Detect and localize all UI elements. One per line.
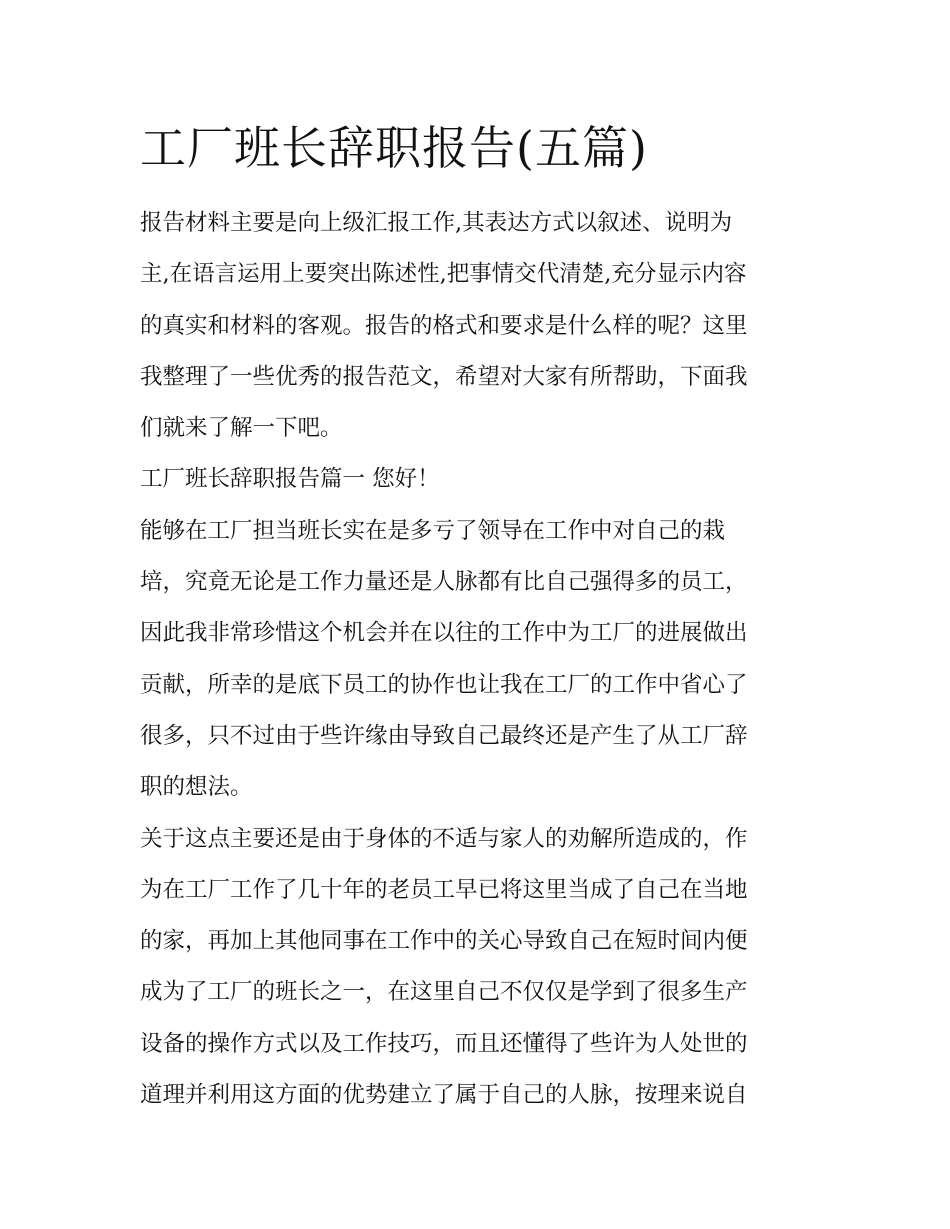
text-line: 能够在工厂担当班长实在是多亏了领导在工作中对自己的栽 — [140, 517, 726, 544]
text-line: 职的想法。 — [140, 774, 253, 801]
text-line: 主,在语言运用上要突出陈述性,把事情交代清楚,充分显示内容 — [140, 261, 747, 288]
text-line: 设备的操作方式以及工作技巧，而且还懂得了些许为人处世的 — [140, 1030, 748, 1057]
text-line: 培，究竟无论是工作力量还是人脉都有比自己强得多的员工， — [140, 569, 748, 596]
section-heading: 工厂班长辞职报告篇一 您好！ — [140, 466, 440, 493]
text-line: 道理并利用这方面的优势建立了属于自己的人脉，按理来说自 — [140, 1082, 748, 1109]
text-line: 的真实和材料的客观。报告的格式和要求是什么样的呢？这里 — [140, 312, 748, 339]
text-line: 报告材料主要是向上级汇报工作,其表达方式以叙述、说明为 — [140, 210, 733, 236]
text-line: 为在工厂工作了几十年的老员工早已将这里当成了自己在当地 — [140, 876, 748, 903]
text-line: 我整理了一些优秀的报告范文，希望对大家有所帮助，下面我 — [140, 363, 748, 390]
text-line: 因此我非常珍惜这个机会并在以往的工作中为工厂的进展做出 — [140, 620, 748, 647]
text-line: 们就来了解一下吧。 — [140, 415, 343, 442]
text-line: 关于这点主要还是由于身体的不适与家人的劝解所造成的，作 — [140, 825, 748, 852]
text-line: 成为了工厂的班长之一，在这里自己不仅仅是学到了很多生产 — [140, 979, 748, 1006]
document-body — [140, 198, 820, 1121]
text-line: 贡献，所幸的是底下员工的协作也让我在工厂的工作中省心了 — [140, 671, 748, 698]
text-line: 的家，再加上其他同事在工作中的关心导致自己在短时间内便 — [140, 928, 748, 955]
document-title: 工厂班长辞职报告(五篇) — [140, 121, 648, 175]
text-line: 很多，只不过由于些许缘由导致自己最终还是产生了从工厂辞 — [140, 722, 748, 749]
